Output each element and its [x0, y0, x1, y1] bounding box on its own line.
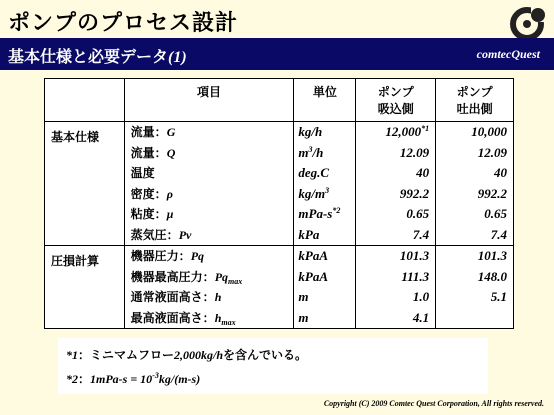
group-basic	[45, 122, 514, 246]
unit-cell	[294, 287, 355, 308]
discharge-cell	[436, 204, 513, 225]
unit-text: kg/h	[298, 124, 323, 139]
discharge-cell	[436, 287, 513, 308]
item-cell	[125, 225, 294, 246]
unit-cell	[294, 267, 355, 288]
unit-cell	[294, 143, 355, 164]
discharge-cell	[436, 308, 513, 329]
item-label: 蒸気圧：	[130, 227, 179, 242]
item-cell	[125, 287, 294, 308]
discharge-cell	[436, 122, 513, 143]
group-label: 基本仕様	[45, 122, 125, 246]
unit-cell	[294, 163, 355, 184]
section-title: 基本仕様と必要データ(1)	[8, 47, 187, 66]
unit-superscript: *2	[332, 206, 341, 215]
unit-text: m	[298, 309, 309, 325]
table-header-row	[45, 79, 514, 122]
footnote-1: *1：ミニマムフロー2,000kg/hを含んでいる。	[66, 348, 308, 362]
item-cell	[125, 267, 294, 288]
section-header-band	[0, 38, 554, 70]
page-title: ポンプのプロセス設計	[8, 11, 239, 36]
item-symbol: ρ	[166, 186, 173, 201]
footnote-2: *2：$1mPa-s = 10^{-3}kg/(m-s)$	[66, 371, 201, 386]
header-discharge: ポンプ 吐出側	[436, 79, 514, 122]
item-label: 密度：	[130, 186, 167, 201]
unit-text: mPa-s	[298, 206, 333, 221]
suction-cell	[356, 267, 435, 288]
unit-cell	[294, 308, 355, 329]
suction-cell	[356, 122, 435, 143]
item-symbol: μ	[166, 207, 174, 221]
suction-cell	[356, 287, 435, 308]
discharge-cell	[436, 184, 513, 205]
suction-value: 0.65	[406, 206, 430, 221]
unit-cell	[294, 225, 355, 246]
unit-text: m	[298, 289, 309, 304]
suction-cell	[356, 143, 435, 164]
discharge-value: 10,000	[471, 124, 507, 139]
suction-cell	[356, 163, 435, 184]
suction-cell	[356, 246, 435, 267]
item-symbol: h	[214, 310, 222, 325]
item-label: 粘度：	[130, 207, 167, 221]
unit-text: deg.C	[298, 165, 330, 180]
unit-text: m	[298, 144, 309, 160]
suction-value: 40	[416, 165, 430, 180]
group-label: 圧損計算	[45, 246, 125, 329]
suction-cell	[356, 308, 435, 329]
footnotes-box	[58, 338, 488, 394]
item-symbol: Q	[166, 145, 176, 160]
suction-cell	[356, 204, 435, 225]
item-label: 機器最高圧力：	[130, 269, 215, 284]
discharge-cell	[436, 163, 513, 184]
brand-name: comtecQuest	[476, 47, 540, 61]
unit-text: kPaA	[298, 248, 329, 263]
suction-value: 1.0	[412, 289, 430, 304]
suction-value: 101.3	[399, 248, 430, 263]
suction-value: 992.2	[399, 185, 430, 201]
item-symbol: h	[214, 290, 222, 304]
item-subscript: max	[221, 317, 236, 327]
suction-value: 4.1	[412, 309, 430, 325]
suction-value: 12,000	[385, 124, 422, 139]
discharge-value: 101.3	[477, 248, 507, 263]
item-symbol: Pv	[178, 227, 192, 242]
suction-value: 111.3	[401, 268, 430, 284]
item-label: 流量：	[130, 125, 167, 139]
item-subscript: max	[228, 276, 243, 286]
header-suction: ポンプ 吸込側	[356, 79, 436, 122]
header-unit: 単位	[294, 79, 356, 122]
discharge-value: 12.09	[477, 144, 507, 160]
discharge-value: 992.2	[477, 185, 507, 201]
comtecquest-logo	[507, 4, 549, 40]
item-cell	[125, 246, 294, 267]
item-cell	[125, 163, 294, 184]
suction-value: 12.09	[399, 144, 430, 160]
item-symbol: G	[166, 125, 176, 139]
unit-text: kg/m	[298, 185, 326, 201]
item-cell	[125, 143, 294, 164]
unit-cell	[294, 184, 355, 205]
header-item: 項目	[124, 79, 294, 122]
suction-value: 7.4	[412, 226, 430, 242]
discharge-value: 5.1	[490, 289, 507, 304]
discharge-cell	[436, 246, 513, 267]
item-label: 温度	[130, 166, 155, 180]
item-label: 機器圧力：	[130, 249, 191, 263]
item-symbol: Pq	[214, 269, 229, 284]
unit-text: kPa	[298, 226, 320, 242]
item-label: 最高液面高さ：	[130, 310, 215, 325]
unit-tail: /h	[312, 144, 324, 160]
item-cell	[125, 122, 294, 143]
spec-table	[44, 78, 514, 329]
suction-note: *1	[421, 124, 430, 133]
discharge-value: 40	[494, 165, 507, 180]
item-symbol: Pq	[190, 249, 205, 263]
unit-text: kPaA	[298, 268, 329, 284]
suction-cell	[356, 184, 435, 205]
copyright-notice: Copyright (C) 2009 Comtec Quest Corporation, All rights reserved.	[323, 399, 544, 408]
unit-superscript: 3	[308, 144, 313, 154]
discharge-value: 0.65	[484, 206, 507, 221]
unit-cell	[294, 246, 355, 267]
item-cell	[125, 308, 294, 329]
item-label: 通常液面高さ：	[130, 290, 215, 304]
header-blank	[45, 79, 125, 122]
discharge-value: 148.0	[477, 268, 507, 284]
discharge-cell	[436, 225, 513, 246]
unit-superscript: 3	[325, 185, 330, 195]
group-pressure-loss	[45, 246, 514, 329]
discharge-value: 7.4	[490, 226, 507, 242]
suction-cell	[356, 225, 435, 246]
item-cell	[125, 184, 294, 205]
unit-cell	[294, 122, 355, 143]
item-label: 流量：	[130, 145, 167, 160]
unit-cell	[294, 204, 355, 225]
discharge-cell	[436, 267, 513, 288]
discharge-cell	[436, 143, 513, 164]
item-cell	[125, 204, 294, 225]
